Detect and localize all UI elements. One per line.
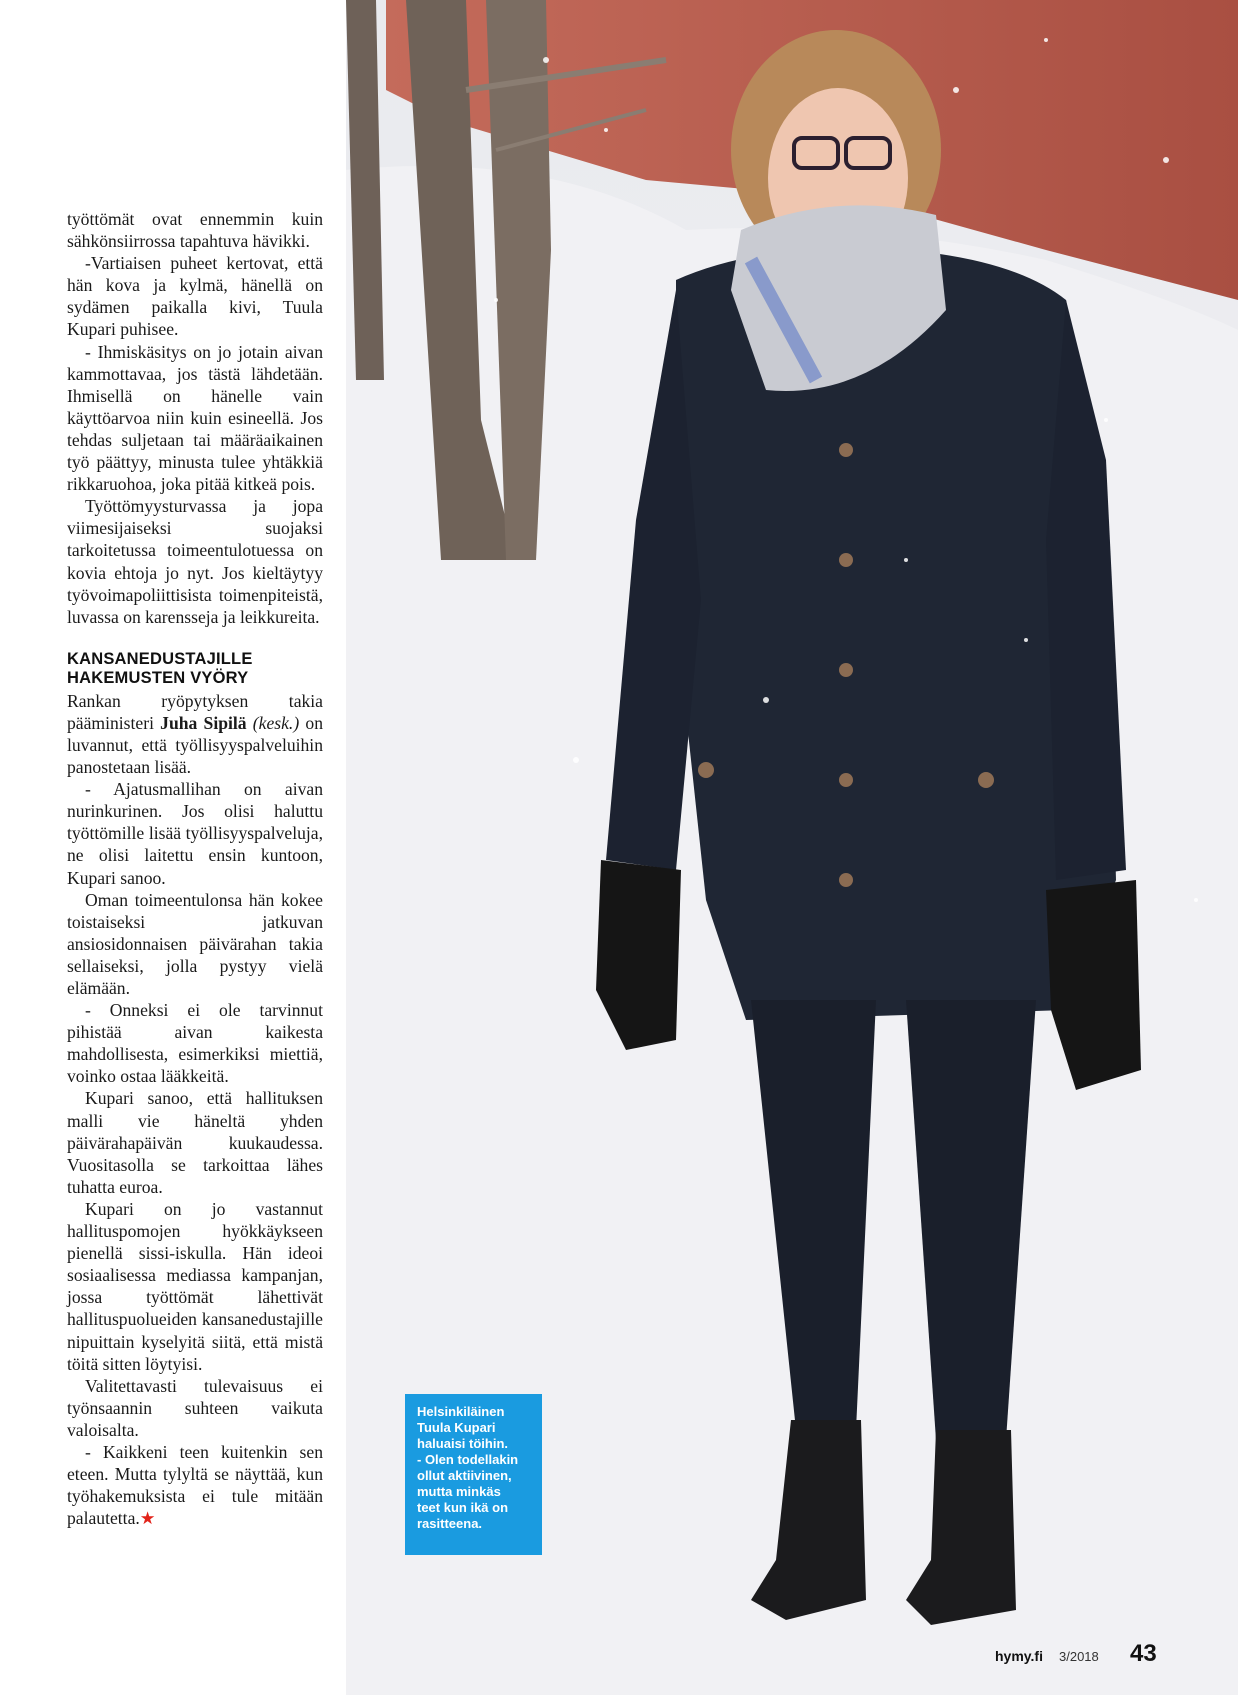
article-paragraph: Kupari sanoo, että hallituksen malli vie häneltä yhden päivärahapäivän kuukaudessa. Vuositasolla se tarkoittaa lähes tuhatta euroa. — [67, 1088, 323, 1197]
article-paragraph: - Ajatusmallihan on aivan nurinkurinen. Jos olisi haluttu työttömille lisää työllisyyspalveluja, ne olisi laitettu ensin kuntoon, Kupari sanoo. — [67, 779, 323, 888]
subheading-line: HAKEMUSTEN VYÖRY — [67, 668, 249, 687]
article-paragraph: -Vartiaisen puheet kertovat, että hän kova ja kylmä, hänellä on sydämen paikalla kivi, Tuula Kupari puhisee. — [67, 253, 323, 340]
article-paragraph: työttömät ovat ennemmin kuin sähkönsiirrossa tapahtuva hävikki. — [67, 209, 323, 252]
caption-line: haluaisi töihin. — [417, 1436, 509, 1451]
end-mark-icon: ★ — [139, 1508, 156, 1529]
article-paragraph: Työttömyysturvassa ja jopa viimesijaiseksi suojaksi tarkoitetussa toimeentulotuessa on kovia ehtoja jo nyt. Jos kieltäytyy työvoimapoliittisista toimenpiteistä, luvassa on karensseja ja leikkureita. — [67, 496, 323, 627]
paragraph-text: - Kaikkeni teen kuitenkin sen eteen. Mutta tylyltä se näyttää, kun työhakemuksista ei tule mitään palautetta. — [67, 1441, 323, 1529]
subheading — [67, 650, 323, 688]
caption-line: rasitteena. — [417, 1516, 483, 1531]
caption-line: mutta minkäs — [417, 1484, 501, 1499]
article-paragraph: Kupari on jo vastannut hallituspomojen hyökkäykseen pienellä sissi-iskulla. Hän ideoi sosiaalisessa mediassa kampanjan, jossa työttömät lähettivät hallituspuolueiden kansanedustajille nipuittain kyselyitä siitä, että mistä töitä sitten löytyisi. — [67, 1198, 323, 1374]
caption-line: teet kun ikä on — [417, 1500, 509, 1515]
article-paragraph — [67, 1441, 323, 1529]
caption-line: Helsinkiläinen — [417, 1404, 505, 1419]
caption-line: - Olen todellakin — [417, 1452, 519, 1467]
caption-line: Tuula Kupari — [417, 1420, 496, 1435]
footer-issue: 3/2018 — [1059, 1649, 1099, 1664]
article-paragraph: - Onneksi ei ole tarvinnut pihistää aivan kaikesta mahdollisesta, esimerkiksi miettiä, voinko ostaa lääkkeitä. — [67, 1000, 323, 1087]
article-column — [67, 208, 323, 1529]
article-paragraph: - Ihmiskäsitys on jo jotain aivan kammottavaa, jos tästä lähdetään. Ihmisellä on hänelle vain käyttöarvoa niin kuin esineellä. Jos tehdas suljetaan tai määräaikainen työ päättyy, minusta tulee yhtäkkiä rikkaruohoa, joka pitää kitkeä pois. — [67, 341, 323, 495]
page-number: 43 — [1130, 1640, 1157, 1667]
paragraph-text: on luvannut, että työllisyyspalveluihin panostetaan lisää. — [67, 712, 323, 778]
party-affiliation: (kesk.) — [246, 712, 300, 733]
article-paragraph: Oman toimeentulonsa hän kokee toistaiseksi jatkuvan ansiosidonnaisen päivärahan takia sellaiseksi, jolla pystyy vielä elämään. — [67, 889, 323, 998]
person-name: Juha Sipilä — [160, 712, 247, 733]
photo-caption — [405, 1394, 542, 1555]
article-paragraph — [67, 690, 323, 778]
caption-line: ollut aktiivinen, — [417, 1468, 512, 1483]
footer-site: hymy.fi — [995, 1648, 1043, 1664]
paragraph-text: Rankan ryöpytyksen takia pääministeri — [67, 690, 323, 733]
article-paragraph: Valitettavasti tulevaisuus ei työnsaannin suhteen vaikuta valoisalta. — [67, 1375, 323, 1440]
subheading-line: KANSANEDUSTAJILLE — [67, 649, 253, 668]
